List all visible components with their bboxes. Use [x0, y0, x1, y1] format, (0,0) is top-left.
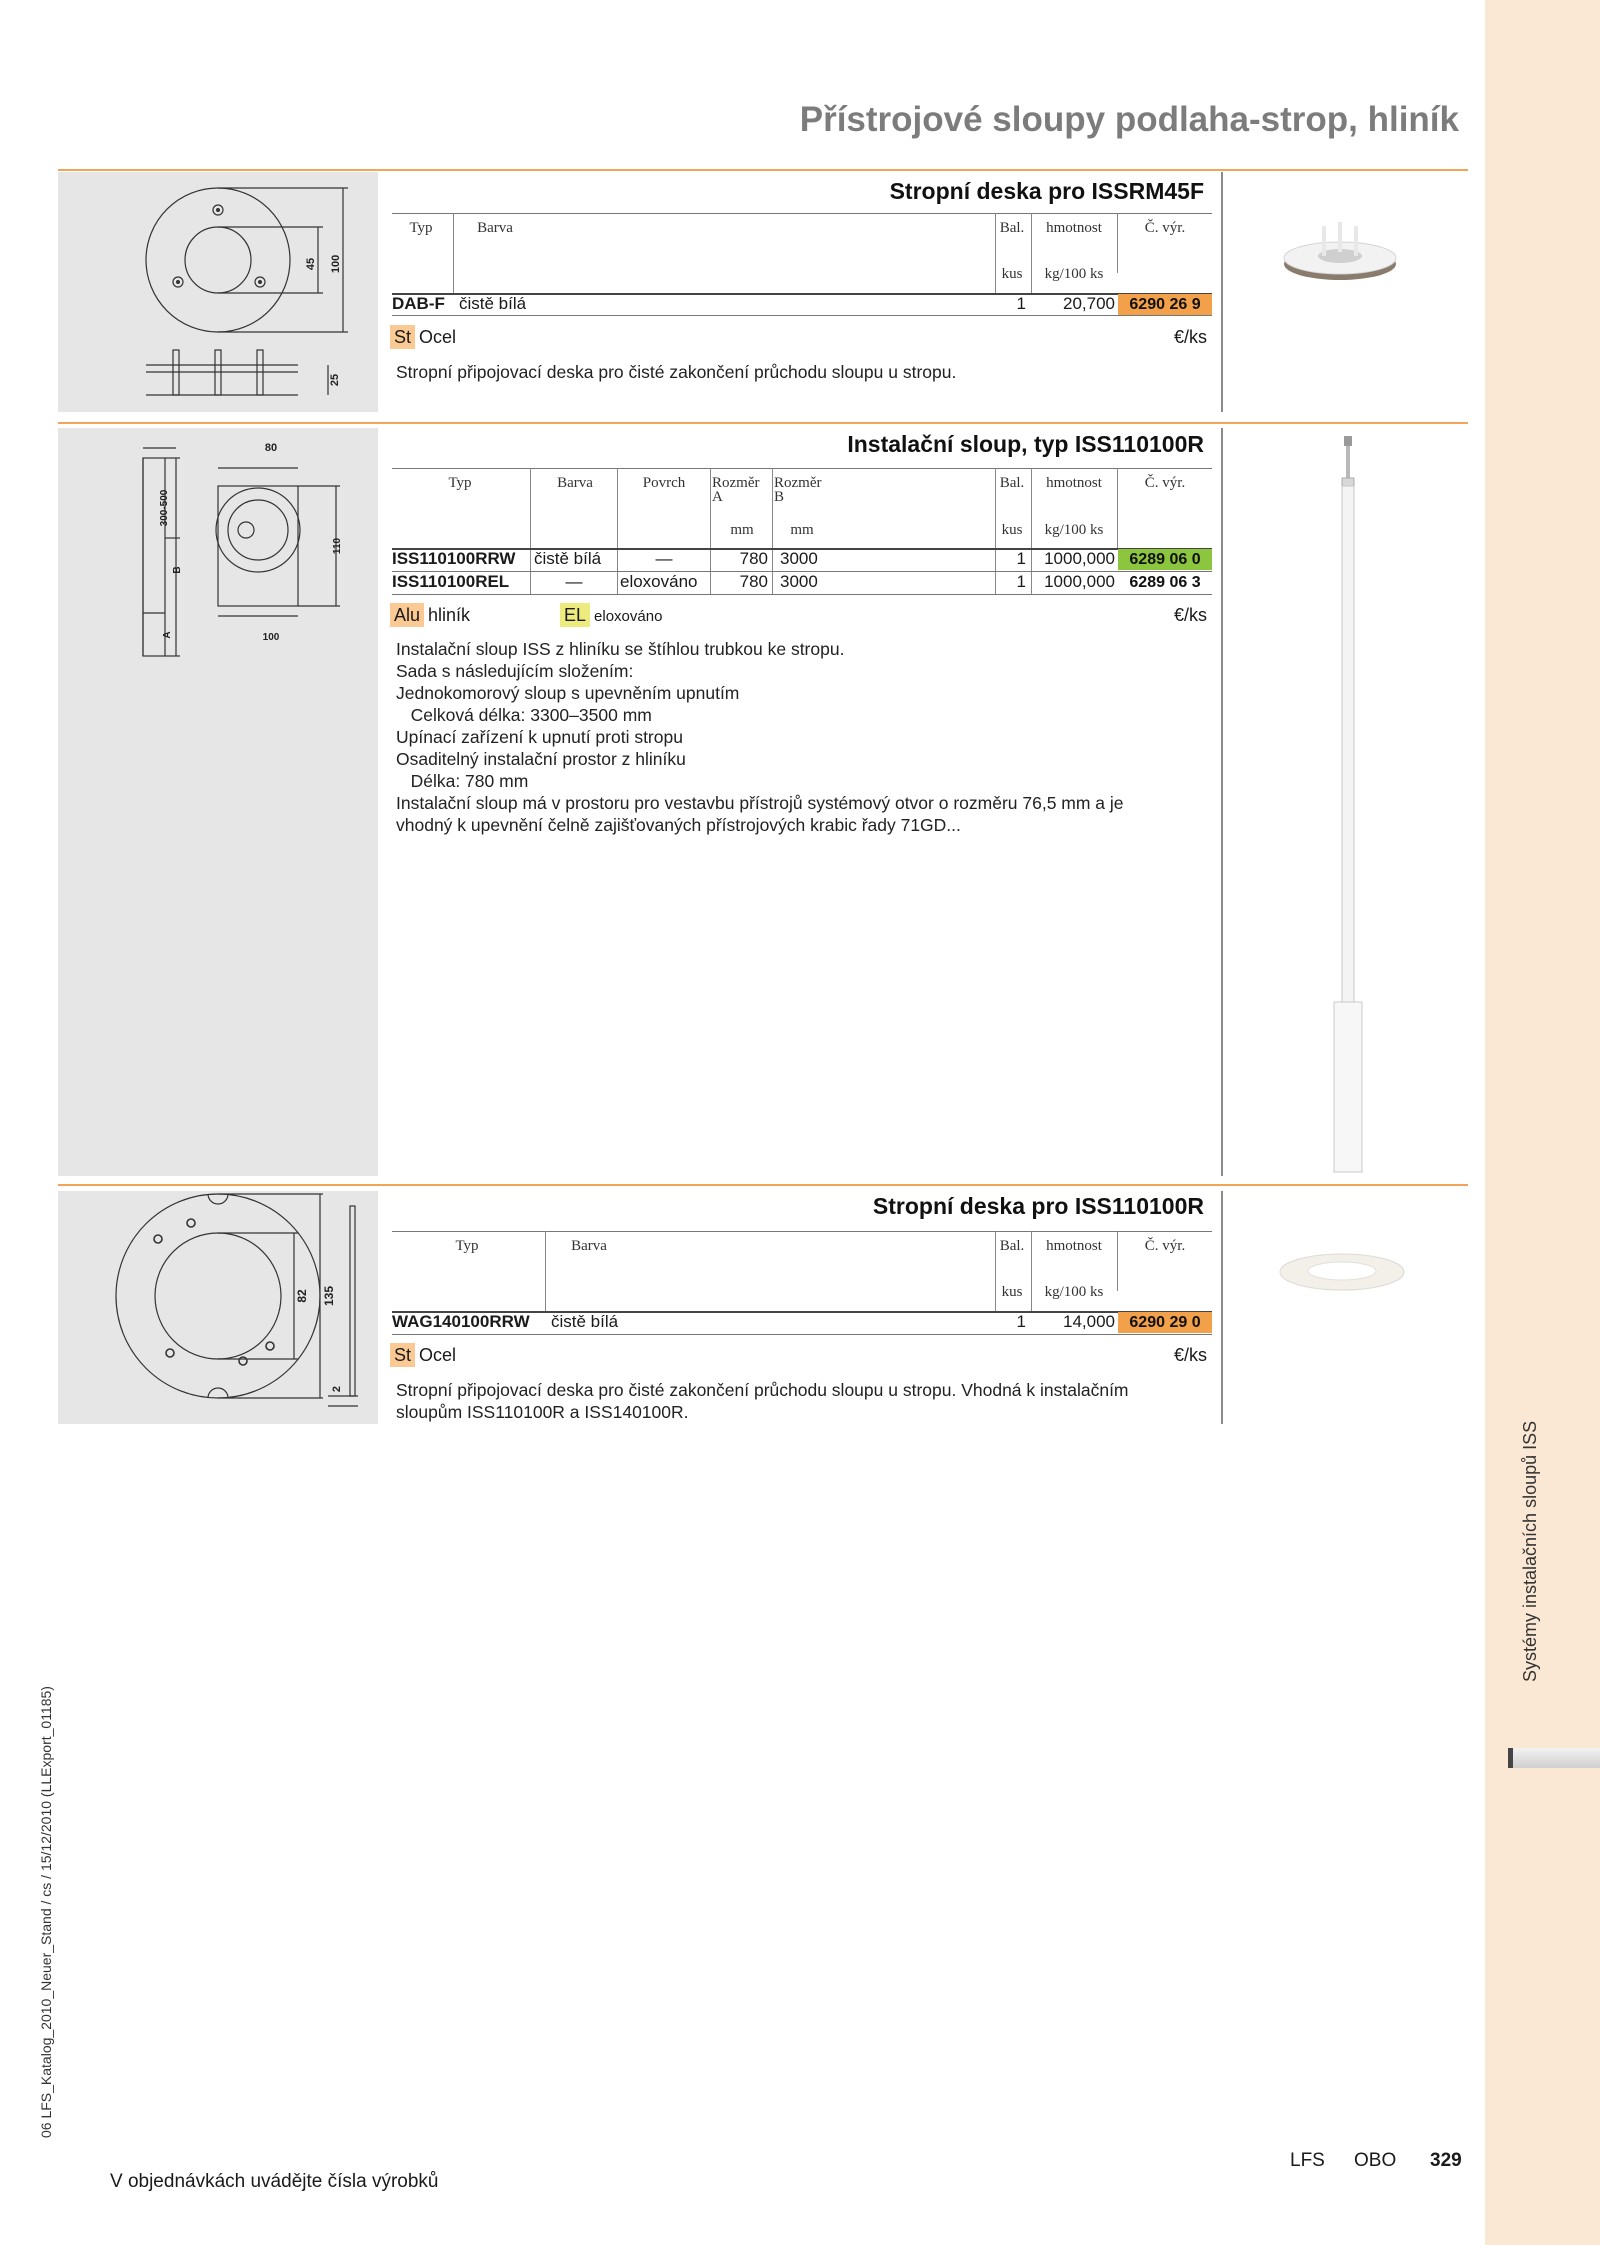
col-separator: [1117, 213, 1118, 273]
drawing-panel: [58, 172, 378, 412]
description-line: Celková délka: 3300–3500 mm: [396, 705, 652, 725]
cell-hmotnost: 1000,000: [1044, 549, 1115, 568]
material-code: St: [390, 1343, 415, 1367]
product-number[interactable]: 6290 26 9: [1118, 294, 1212, 315]
product-image-divider: [1221, 172, 1223, 412]
col-separator: [772, 468, 773, 594]
cell-bal: 1: [1016, 549, 1026, 568]
col-header-hmotnost: hmotnost: [1046, 220, 1102, 236]
cell-hmotnost: 14,000: [1063, 1312, 1115, 1331]
dim-label: 80: [264, 442, 278, 454]
page-number: 329: [1430, 2150, 1462, 2171]
cell-rozmer-b: 3000: [780, 572, 818, 591]
table-top-rule: [392, 468, 1212, 469]
ceiling-plate-photo: [1272, 1240, 1412, 1300]
cell-rozmer-a: 780: [739, 572, 768, 591]
surface-line: [560, 603, 662, 629]
cell-bal: 1: [1016, 294, 1026, 313]
description-line: Délka: 780 mm: [396, 771, 529, 791]
col-header-hmotnost: hmotnost: [1046, 1238, 1102, 1254]
col-separator: [617, 468, 618, 594]
description-line: Stropní připojovací deska pro čisté zakončení průchodu sloupu u stropu. Vhodná k instalačním: [396, 1380, 1129, 1400]
dim-label: 110: [332, 537, 343, 555]
description-line: vhodný k upevnění čelně zajišťovaných přístrojových krabic řady 71GD...: [396, 815, 961, 835]
col-separator: [530, 468, 531, 594]
description-line: Instalační sloup má v prostoru pro vestavbu přístrojů systémový otvor o rozměru 76,5 mm a je: [396, 793, 1124, 813]
cell-typ: WAG140100RRW: [392, 1312, 530, 1331]
col-separator: [995, 213, 996, 295]
dim-label: A: [162, 631, 173, 639]
product-number[interactable]: 6289 06 3: [1129, 574, 1201, 591]
surface-code: EL: [560, 603, 590, 627]
cell-typ: ISS110100RRW: [392, 549, 516, 568]
col-header-bal: Bal.: [999, 1238, 1025, 1254]
unit-hmotnost: kg/100 ks: [1044, 1284, 1104, 1300]
section-divider: [58, 422, 1468, 424]
unit-hmotnost: kg/100 ks: [1044, 522, 1104, 538]
cell-bal: 1: [1016, 572, 1026, 591]
material-code: Alu: [390, 603, 424, 627]
dim-label: 82: [295, 1289, 309, 1303]
ceiling-plate-photo: [1270, 212, 1410, 292]
cell-typ: ISS110100REL: [392, 572, 510, 591]
cell-barva: čistě bílá: [459, 294, 527, 313]
product-image-divider: [1221, 428, 1223, 1176]
col-header-rozmer-b: Rozměr B: [774, 475, 822, 505]
column-drawing: [58, 428, 378, 668]
dim-label: B: [172, 566, 183, 574]
description-line: Stropní připojovací deska pro čisté zakončení průchodu sloupu u stropu.: [396, 362, 957, 382]
drawing-panel: [58, 428, 378, 1176]
material-name: hliník: [428, 605, 471, 625]
col-separator: [545, 1231, 546, 1313]
col-header-bal: Bal.: [999, 220, 1025, 236]
unit-bal: kus: [1001, 522, 1023, 538]
material-name: Ocel: [419, 327, 457, 347]
section-title: Stropní deska pro ISS110100R: [872, 1193, 1204, 1219]
product-image-divider: [1221, 1191, 1223, 1424]
cell-povrch: eloxováno: [620, 572, 698, 591]
price-unit: €/ks: [1173, 605, 1207, 625]
col-header-bal: Bal.: [999, 475, 1025, 491]
sidebar-band: [1485, 0, 1600, 2245]
col-header-cislo: Č. výr.: [1144, 1238, 1186, 1254]
price-unit: €/ks: [1173, 1345, 1207, 1365]
material-name: Ocel: [419, 1345, 457, 1365]
material-line: [390, 603, 470, 627]
price-unit: €/ks: [1173, 327, 1207, 347]
col-separator: [710, 468, 711, 594]
order-note: V objednávkách uvádějte čísla výrobků: [110, 2171, 439, 2192]
description-line: Instalační sloup ISS z hliníku se štíhlou trubkou ke stropu.: [396, 639, 845, 659]
ceiling-plate-drawing: [58, 1191, 378, 1424]
product-number[interactable]: 6289 06 0: [1118, 549, 1212, 570]
sidebar-tab-marker[interactable]: [1508, 1748, 1600, 1768]
col-header-barva: Barva: [571, 1238, 607, 1254]
col-separator: [1117, 1231, 1118, 1291]
col-header-typ: Typ: [448, 475, 472, 491]
dim-label: 135: [322, 1285, 336, 1307]
cell-barva: čistě bílá: [551, 1312, 619, 1331]
footer-brand-lfs: LFS: [1290, 2150, 1325, 2171]
unit-b: mm: [790, 522, 814, 538]
col-separator: [453, 213, 454, 295]
col-header-barva: Barva: [557, 475, 593, 491]
table-top-rule: [392, 1231, 1212, 1232]
col-separator: [995, 1231, 996, 1313]
section-divider: [58, 169, 1468, 171]
material-line: [390, 325, 456, 349]
dim-label: 100: [330, 254, 342, 274]
catalog-reference: 06 LFS_Katalog_2010_Neuer_Stand / cs / 15/12/2010 (LLExport_01185): [38, 1686, 54, 2138]
row-rule: [392, 1334, 1212, 1335]
material-line: [390, 1343, 456, 1367]
cell-barva: čistě bílá: [534, 549, 602, 568]
row-rule: [392, 594, 1212, 595]
description-line: Sada s následujícím složením:: [396, 661, 634, 681]
description-line: Upínací zařízení k upnutí proti stropu: [396, 727, 683, 747]
cell-bal: 1: [1016, 1312, 1026, 1331]
col-header-typ: Typ: [409, 220, 433, 236]
col-header-typ: Typ: [455, 1238, 479, 1254]
col-separator: [1031, 213, 1032, 295]
product-description: [396, 1379, 1129, 1423]
column-photo: [1318, 430, 1378, 1175]
col-header-rozmer-a: Rozměr A: [712, 475, 760, 505]
section-title: Stropní deska pro ISSRM45F: [889, 178, 1204, 204]
table-top-rule: [392, 213, 1212, 214]
description-line: sloupům ISS110100R a ISS140100R.: [396, 1402, 689, 1422]
product-number[interactable]: 6290 29 0: [1118, 1312, 1212, 1333]
product-description: [396, 361, 956, 383]
dim-label: 2: [331, 1385, 343, 1393]
unit-bal: kus: [1001, 266, 1023, 282]
dim-label: 45: [305, 257, 317, 271]
col-header-barva: Barva: [477, 220, 513, 236]
sidebar-section-label: Systémy instalačních sloupů ISS: [1520, 1420, 1540, 1682]
unit-bal: kus: [1001, 1284, 1023, 1300]
col-header-hmotnost: hmotnost: [1046, 475, 1102, 491]
dim-label: 300-500: [159, 489, 170, 527]
product-description: [396, 638, 1124, 836]
cell-rozmer-a: 780: [739, 549, 768, 568]
cell-povrch: —: [655, 549, 673, 568]
cell-barva: —: [565, 572, 583, 591]
cell-rozmer-b: 3000: [780, 549, 818, 568]
dim-label: 100: [262, 632, 280, 643]
col-header-cislo: Č. výr.: [1144, 475, 1186, 491]
cell-typ: DAB-F: [392, 294, 445, 313]
drawing-panel: [58, 1191, 378, 1424]
footer-brand-obo: OBO: [1354, 2150, 1397, 2171]
cell-hmotnost: 20,700: [1063, 294, 1115, 313]
description-line: Jednokomorový sloup s upevněním upnutím: [396, 683, 740, 703]
col-separator: [1117, 468, 1118, 548]
unit-hmotnost: kg/100 ks: [1044, 266, 1104, 282]
col-separator: [1031, 1231, 1032, 1313]
page-title: Přístrojové sloupy podlaha-strop, hliník: [799, 100, 1459, 139]
material-code: St: [390, 325, 415, 349]
dim-label: 25: [329, 373, 341, 387]
cell-hmotnost: 1000,000: [1044, 572, 1115, 591]
unit-a: mm: [730, 522, 754, 538]
description-line: Osaditelný instalační prostor z hliníku: [396, 749, 686, 769]
surface-name: eloxováno: [594, 608, 663, 625]
col-header-cislo: Č. výr.: [1144, 220, 1186, 236]
section-divider: [58, 1184, 1468, 1186]
section-title: Instalační sloup, typ ISS110100R: [847, 431, 1204, 457]
ceiling-plate-drawing: [58, 172, 378, 412]
row-rule: [392, 315, 1212, 316]
col-header-povrch: Povrch: [642, 475, 686, 491]
